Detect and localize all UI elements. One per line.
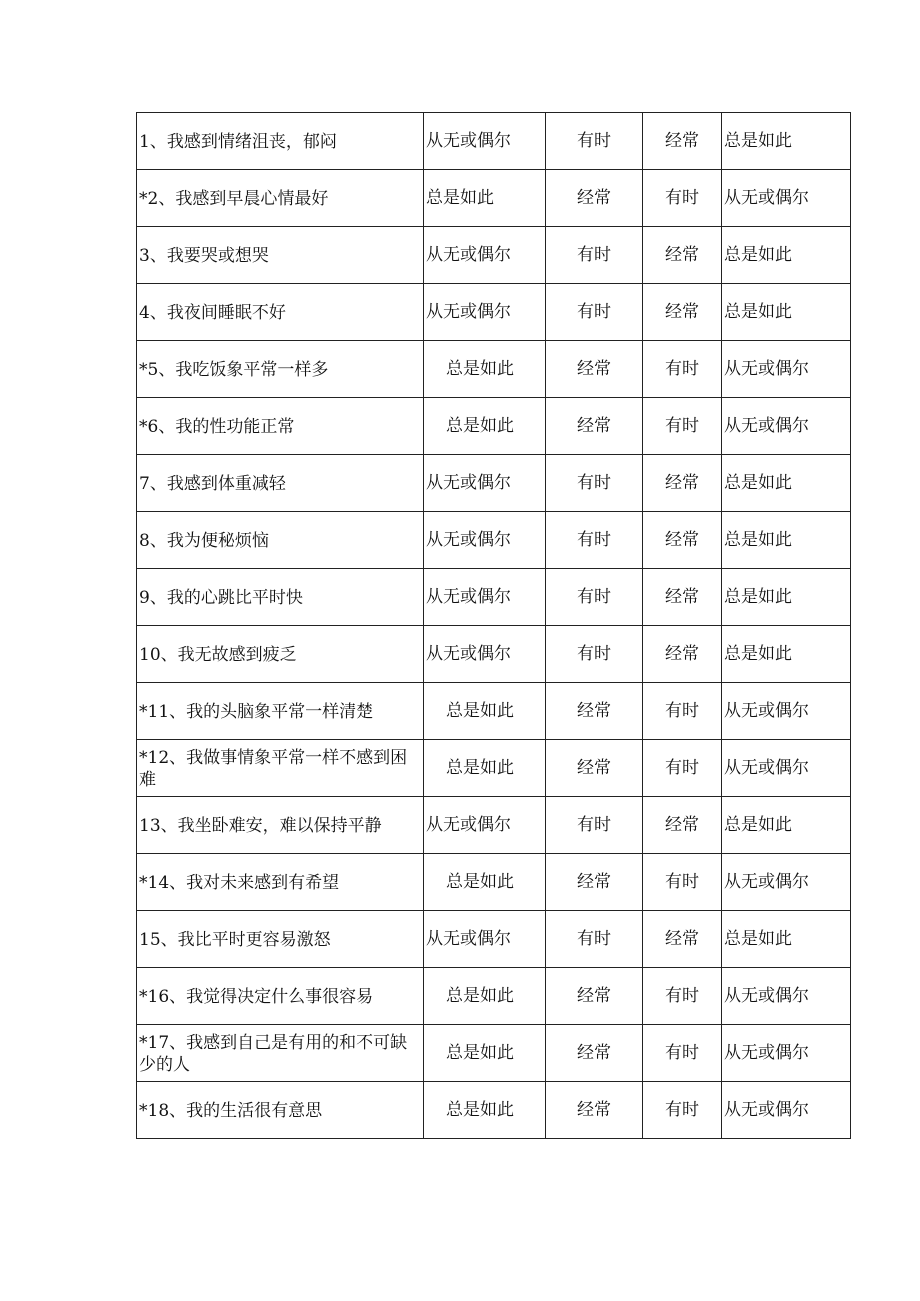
table-row [137,227,851,284]
answer-option-3: 有时 [643,854,722,911]
answer-option-3: 经常 [643,455,722,512]
answer-option-2: 经常 [546,854,643,911]
table-row [137,1082,851,1139]
answer-option-2: 有时 [546,911,643,968]
answer-option-3: 有时 [643,341,722,398]
answer-option-1: 总是如此 [424,968,546,1025]
table-row [137,911,851,968]
answer-option-4: 总是如此 [722,512,851,569]
question-text: *2、我感到早晨心情最好 [137,170,424,227]
answer-option-1: 总是如此 [424,341,546,398]
table-row [137,740,851,797]
answer-option-3: 有时 [643,1025,722,1082]
table-row [137,455,851,512]
question-text: 8、我为便秘烦恼 [137,512,424,569]
answer-option-3: 经常 [643,512,722,569]
table-row [137,113,851,170]
table-row [137,512,851,569]
answer-option-1: 从无或偶尔 [424,455,546,512]
table-row [137,683,851,740]
question-text: 1、我感到情绪沮丧，郁闷 [137,113,424,170]
answer-option-3: 经常 [643,626,722,683]
table-row [137,170,851,227]
answer-option-4: 总是如此 [722,227,851,284]
answer-option-4: 从无或偶尔 [722,968,851,1025]
question-text: 4、我夜间睡眠不好 [137,284,424,341]
answer-option-1: 总是如此 [424,854,546,911]
question-text: *16、我觉得决定什么事很容易 [137,968,424,1025]
table-row [137,341,851,398]
answer-option-1: 从无或偶尔 [424,797,546,854]
answer-option-2: 有时 [546,455,643,512]
question-text: 15、我比平时更容易激怒 [137,911,424,968]
answer-option-1: 总是如此 [424,1025,546,1082]
answer-option-1: 从无或偶尔 [424,626,546,683]
answer-option-2: 经常 [546,968,643,1025]
answer-option-2: 经常 [546,740,643,797]
answer-option-1: 总是如此 [424,170,546,227]
answer-option-2: 有时 [546,512,643,569]
question-text: 3、我要哭或想哭 [137,227,424,284]
question-text: *17、我感到自己是有用的和不可缺少的人 [137,1025,424,1082]
answer-option-2: 有时 [546,113,643,170]
answer-option-1: 从无或偶尔 [424,569,546,626]
answer-option-3: 经常 [643,797,722,854]
answer-option-3: 有时 [643,740,722,797]
answer-option-2: 经常 [546,170,643,227]
answer-option-4: 从无或偶尔 [722,398,851,455]
table-row [137,398,851,455]
question-text: 10、我无故感到疲乏 [137,626,424,683]
answer-option-2: 经常 [546,398,643,455]
answer-option-2: 有时 [546,284,643,341]
answer-option-4: 总是如此 [722,455,851,512]
question-text: *5、我吃饭象平常一样多 [137,341,424,398]
questionnaire-table [136,112,851,1139]
table-row [137,854,851,911]
answer-option-2: 有时 [546,569,643,626]
question-text: *14、我对未来感到有希望 [137,854,424,911]
questionnaire-rows [137,113,851,1139]
answer-option-1: 从无或偶尔 [424,227,546,284]
answer-option-3: 经常 [643,113,722,170]
table-row [137,1025,851,1082]
answer-option-4: 总是如此 [722,113,851,170]
answer-option-2: 有时 [546,797,643,854]
answer-option-3: 有时 [643,683,722,740]
table-row [137,797,851,854]
question-text: *18、我的生活很有意思 [137,1082,424,1139]
answer-option-1: 总是如此 [424,1082,546,1139]
table-row [137,569,851,626]
answer-option-4: 从无或偶尔 [722,1025,851,1082]
answer-option-2: 经常 [546,341,643,398]
answer-option-4: 总是如此 [722,569,851,626]
answer-option-3: 经常 [643,569,722,626]
answer-option-1: 从无或偶尔 [424,512,546,569]
table-row [137,626,851,683]
answer-option-1: 总是如此 [424,398,546,455]
answer-option-4: 从无或偶尔 [722,683,851,740]
answer-option-4: 总是如此 [722,797,851,854]
table-row [137,284,851,341]
question-text: 7、我感到体重减轻 [137,455,424,512]
answer-option-3: 经常 [643,284,722,341]
answer-option-2: 经常 [546,683,643,740]
answer-option-4: 总是如此 [722,911,851,968]
answer-option-3: 有时 [643,1082,722,1139]
answer-option-2: 经常 [546,1025,643,1082]
table-row [137,968,851,1025]
question-text: *6、我的性功能正常 [137,398,424,455]
answer-option-3: 有时 [643,398,722,455]
question-text: *11、我的头脑象平常一样清楚 [137,683,424,740]
answer-option-4: 总是如此 [722,284,851,341]
answer-option-4: 从无或偶尔 [722,1082,851,1139]
answer-option-3: 有时 [643,170,722,227]
answer-option-1: 从无或偶尔 [424,113,546,170]
question-text: 13、我坐卧难安，难以保持平静 [137,797,424,854]
question-text: 9、我的心跳比平时快 [137,569,424,626]
question-text: *12、我做事情象平常一样不感到困难 [137,740,424,797]
answer-option-3: 有时 [643,968,722,1025]
answer-option-4: 从无或偶尔 [722,740,851,797]
answer-option-2: 有时 [546,227,643,284]
answer-option-1: 从无或偶尔 [424,911,546,968]
answer-option-4: 从无或偶尔 [722,341,851,398]
answer-option-4: 从无或偶尔 [722,170,851,227]
answer-option-1: 总是如此 [424,740,546,797]
answer-option-4: 总是如此 [722,626,851,683]
answer-option-1: 总是如此 [424,683,546,740]
answer-option-2: 有时 [546,626,643,683]
answer-option-2: 经常 [546,1082,643,1139]
answer-option-3: 经常 [643,227,722,284]
answer-option-4: 从无或偶尔 [722,854,851,911]
answer-option-1: 从无或偶尔 [424,284,546,341]
answer-option-3: 经常 [643,911,722,968]
